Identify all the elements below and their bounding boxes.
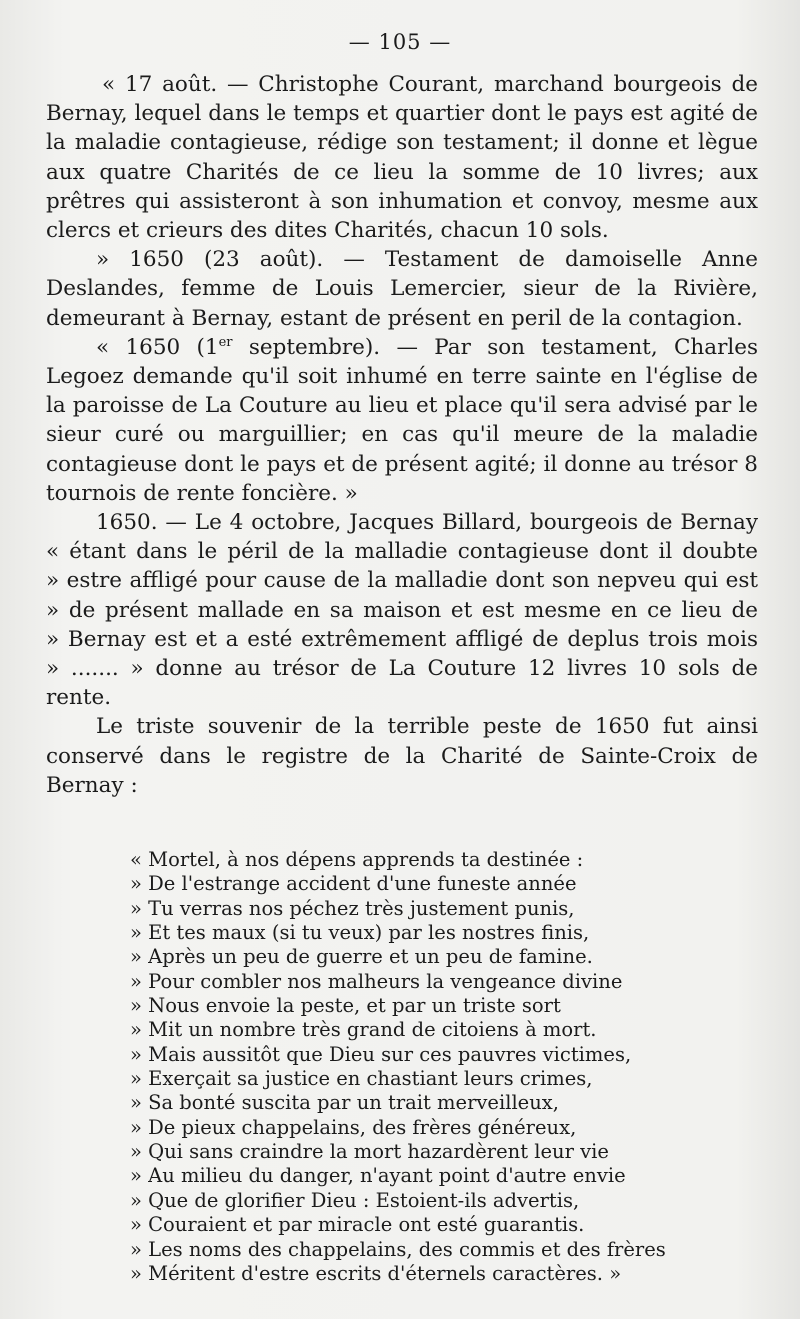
- paragraph-courant: « 17 août. — Christophe Courant, marchand bourgeois de Bernay, lequel dans le temps et quartier dont le pays est agité de la maladie contagieuse, rédige son testament; il donne et lègue aux quatre Charités de ce lieu la somme de 10 livres; aux prêtres qui assisteront à son inhumation et convoy, mesme aux clercs et crieurs des dites Charités, chacun 10 sols.: [46, 72, 758, 244]
- poem-line: » Couraient et par miracle ont esté guarantis.: [130, 1213, 585, 1237]
- billard-line: » estre affligé pour cause de la malladie dont son nepveu qui est: [46, 568, 758, 594]
- poem-line: » Les noms des chappelains, des commis et des frères: [130, 1237, 666, 1261]
- legoez-date-sup: er: [218, 334, 233, 350]
- legoez-date-start: « 1650 (1: [96, 334, 219, 360]
- billard-line: » de présent mallade en sa maison et est mesme en ce lieu de: [46, 597, 758, 623]
- poem-line: » Mit un nombre très grand de citoiens à mort.: [130, 1018, 597, 1042]
- poem-line: » De pieux chappelains, des frères généreux,: [130, 1115, 577, 1139]
- poem-line: » Exerçait sa justice en chastiant leurs crimes,: [130, 1067, 593, 1091]
- prose-body: [46, 70, 758, 800]
- poem-line: » Et tes maux (si tu veux) par les nostres finis,: [130, 921, 590, 945]
- poem-line: » Tu verras nos péchez très justement punis,: [130, 896, 575, 920]
- paragraph-deslandes: » 1650 (23 août). — Testament de damoiselle Anne Deslandes, femme de Louis Lemercier, sieur de la Rivière, demeurant à Bernay, estant de présent en peril de la contagion.: [46, 247, 758, 331]
- poem-line: » Nous envoie la peste, et par un triste sort: [130, 994, 561, 1018]
- poem-line: « Mortel, à nos dépens apprends ta destinée :: [130, 848, 584, 871]
- poem-line: » Au milieu du danger, n'ayant point d'autre envie: [130, 1164, 626, 1188]
- poem-line: » Que de glorifier Dieu : Estoient-ils advertis,: [130, 1188, 580, 1212]
- poem-line: » Mais aussitôt que Dieu sur ces pauvres victimes,: [130, 1042, 632, 1066]
- billard-line: « étant dans le péril de la malladie contagieuse dont il doubte: [46, 539, 758, 565]
- poem-line: » Méritent d'estre escrits d'éternels caractères. »: [130, 1261, 622, 1285]
- billard-line: » Bernay est et a esté extrêmement affligé de deplus trois mois: [46, 626, 758, 652]
- poem: [130, 848, 770, 1286]
- paragraph-souvenir: Le triste souvenir de la terrible peste de 1650 fut ainsi conservé dans le registre de la Charité de Sainte-Croix de Bernay :: [46, 714, 758, 798]
- poem-line: » Pour combler nos malheurs la vengeance divine: [130, 969, 623, 993]
- poem-line: » Sa bonté suscita par un trait merveilleux,: [130, 1091, 559, 1115]
- poem-line: » Qui sans craindre la mort hazardèrent leur vie: [130, 1140, 609, 1164]
- billard-line: » ....... » donne au trésor de La Couture 12 livres 10 sols de rente.: [46, 656, 758, 711]
- poem-line: » Après un peu de guerre et un peu de famine.: [130, 945, 593, 969]
- billard-line: 1650. — Le 4 octobre, Jacques Billard, bourgeois de Bernay: [96, 510, 758, 536]
- legoez-text: septembre). — Par son testament, Charles Legoez demande qu'il soit inhumé en terre sainte en l'église de la paroisse de La Couture au lieu et place qu'il sera advisé par le sieur curé ou marguillier; en cas qu'il meure de la maladie contagieuse dont le pays et de présent agité; il donne au trésor 8 tournois de rente foncière. »: [46, 334, 759, 506]
- paragraph-legoez: [46, 333, 758, 508]
- paragraph-billard: [46, 508, 758, 712]
- poem-line: » De l'estrange accident d'une funeste année: [130, 872, 577, 896]
- page-number: — 105 —: [348, 30, 452, 54]
